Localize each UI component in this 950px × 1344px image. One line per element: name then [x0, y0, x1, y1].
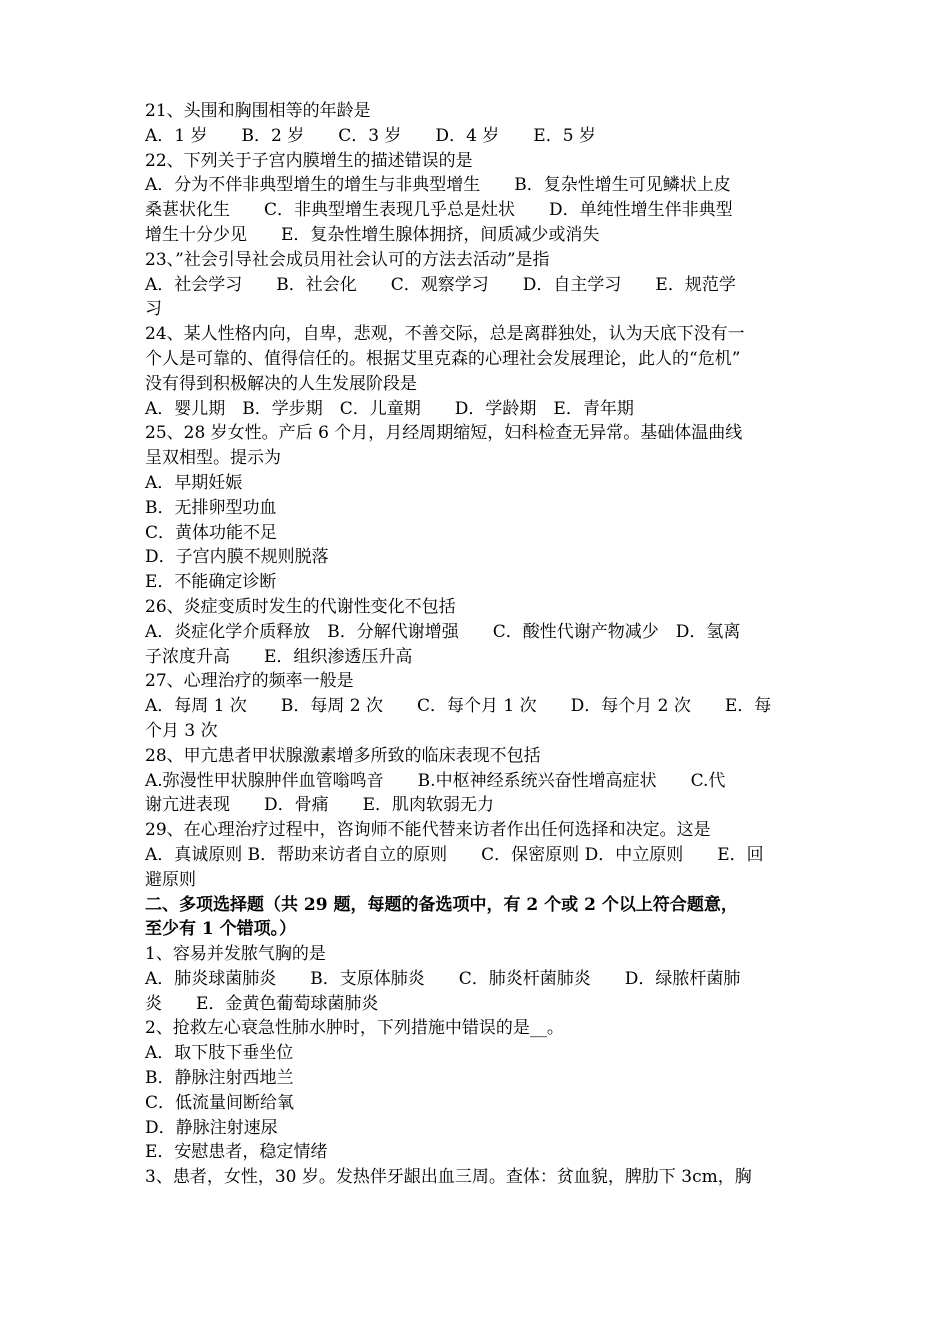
- text-line: 2、抢救左心衰急性肺水肿时，下列措施中错误的是__。: [145, 1018, 564, 1039]
- text-line: E．不能确定诊断: [145, 572, 277, 593]
- text-line: B．无排卵型功血: [145, 497, 277, 518]
- text-line: A．取下肢下垂坐位: [145, 1043, 294, 1064]
- text-line: 炎 E．金黄色葡萄球菌肺炎: [145, 993, 379, 1014]
- text-line: 呈双相型。提示为: [145, 448, 281, 469]
- text-line: A．分为不伴非典型增生的增生与非典型增生 B．复杂性增生可见鳞状上皮: [145, 175, 731, 196]
- text-line: 26、炎症变质时发生的代谢性变化不包括: [145, 596, 456, 617]
- document-page: [145, 99, 815, 1190]
- text-line: 29、在心理治疗过程中，咨询师不能代替来访者作出任何选择和决定。这是: [145, 820, 711, 841]
- text-line: A．婴儿期 B．学步期 C．儿童期 D．学龄期 E．青年期: [145, 398, 634, 419]
- text-line: 22、下列关于子宫内膜增生的描述错误的是: [145, 150, 473, 171]
- text-line: E．安慰患者，稳定情绪: [145, 1142, 328, 1163]
- text-line: A．肺炎球菌肺炎 B．支原体肺炎 C．肺炎杆菌肺炎 D．绿脓杆菌肺: [145, 968, 741, 989]
- text-line: 23、”社会引导社会成员用社会认可的方法去活动”是指: [145, 249, 550, 270]
- section-heading-line: 至少有 1 个错项。）: [145, 919, 297, 940]
- text-line: 21、头围和胸围相等的年龄是: [145, 101, 371, 121]
- text-line: A．社会学习 B．社会化 C．观察学习 D．自主学习 E．规范学: [145, 274, 736, 295]
- text-line: 桑葚状化生 C．非典型增生表现几乎总是灶状 D．单纯性增生伴非典型: [145, 200, 733, 221]
- text-line: A．1 岁 B．2 岁 C．3 岁 D．4 岁 E．5 岁: [145, 125, 596, 146]
- text-line: 1、容易并发脓气胸的是: [145, 944, 326, 965]
- text-line: 谢亢进表现 D．骨痛 E．肌肉软弱无力: [145, 795, 495, 816]
- text-line: 习: [145, 299, 162, 320]
- text-line: 个月 3 次: [145, 720, 218, 741]
- section-heading-line: 二、多项选择题（共 29 题，每题的备选项中，有 2 个或 2 个以上符合题意，: [145, 894, 738, 915]
- text-line: C．黄体功能不足: [145, 522, 278, 543]
- text-line: A.弥漫性甲状腺肿伴血管嗡鸣音 B.中枢神经系统兴奋性增高症状 C.代: [145, 770, 726, 791]
- text-line: 没有得到积极解决的人生发展阶段是: [145, 373, 417, 394]
- text-line: D．静脉注射速尿: [145, 1117, 278, 1138]
- text-line: 子浓度升高 E．组织渗透压升高: [145, 646, 413, 667]
- text-line: 避原则: [145, 869, 196, 890]
- text-line: 3、患者，女性，30 岁。发热伴牙龈出血三周。查体：贫血貌，脾肋下 3cm，胸: [145, 1167, 752, 1188]
- text-line: 增生十分少见 E．复杂性增生腺体拥挤，间质减少或消失: [145, 224, 600, 245]
- text-line: A．每周 1 次 B．每周 2 次 C．每个月 1 次 D．每个月 2 次 E．每: [145, 696, 772, 717]
- text-line: 25、28 岁女性。产后 6 个月，月经周期缩短，妇科检查无异常。基础体温曲线: [145, 423, 743, 444]
- text-line: D．子宫内膜不规则脱落: [145, 547, 329, 568]
- text-line: 个人是可靠的、值得信任的。根据艾里克森的心理社会发展理论，此人的“危机”: [145, 348, 741, 369]
- text-line: A．炎症化学介质释放 B．分解代谢增强 C．酸性代谢产物减少 D．氢离: [145, 621, 741, 642]
- text-line: A．早期妊娠: [145, 472, 243, 493]
- text-line: 24、某人性格内向，自卑，悲观，不善交际，总是离群独处，认为天底下没有一: [145, 324, 745, 345]
- text-line: C．低流量间断给氧: [145, 1092, 295, 1113]
- text-line: A．真诚原则 B．帮助来访者自立的原则 C．保密原则 D．中立原则 E．回: [145, 844, 764, 865]
- text-line: B．静脉注射西地兰: [145, 1068, 294, 1089]
- text-line: 27、心理治疗的频率一般是: [145, 671, 354, 692]
- text-line: 28、甲亢患者甲状腺激素增多所致的临床表现不包括: [145, 745, 541, 766]
